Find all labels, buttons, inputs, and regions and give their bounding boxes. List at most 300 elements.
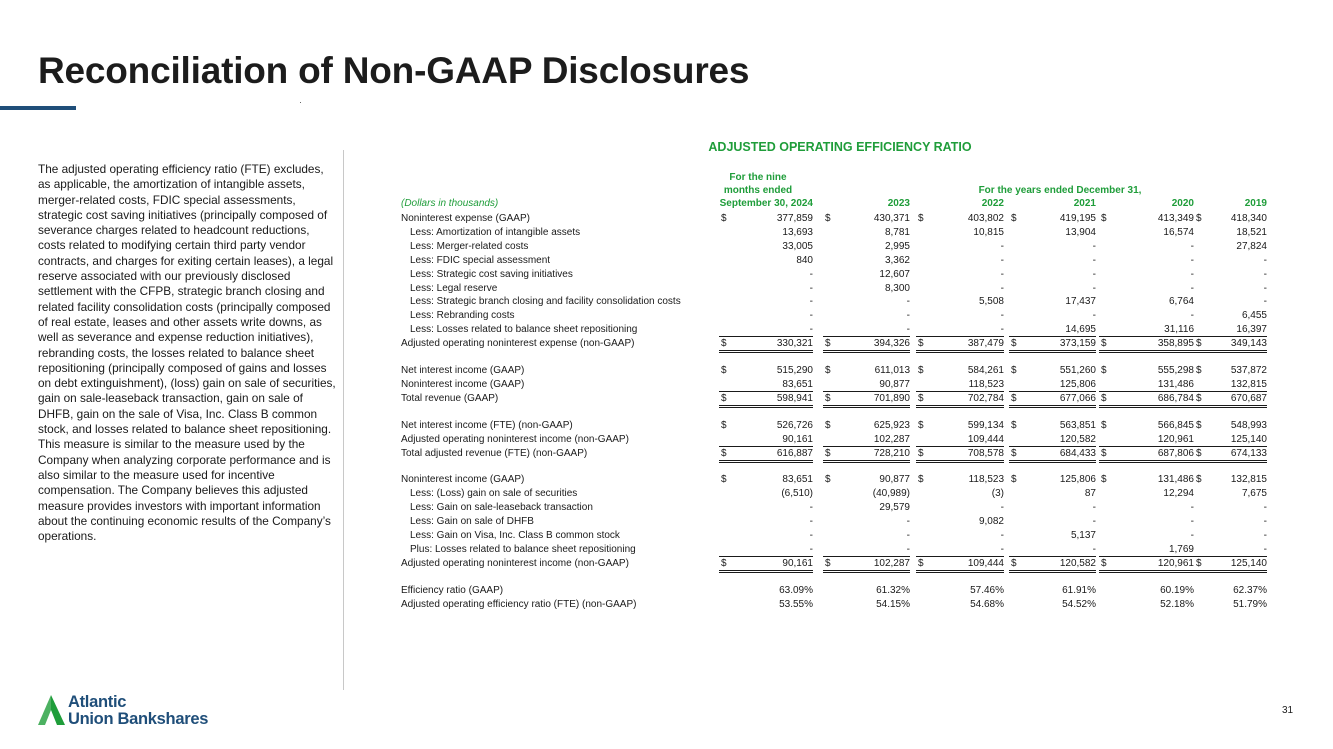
- row-label: Less: Gain on sale of DHFB: [410, 516, 534, 528]
- cell-value: -: [1000, 282, 1004, 294]
- cell-value: 840: [796, 254, 813, 266]
- row-label: Less: Losses related to balance sheet repositioning: [410, 324, 638, 336]
- cell-value: 27,824: [1236, 240, 1267, 252]
- cell-value: 52.18%: [1160, 598, 1194, 610]
- table-row: [401, 447, 1267, 461]
- cell-value: 5,137: [1070, 530, 1096, 541]
- column-header-2: 2022: [981, 198, 1004, 209]
- dollar-sign: $: [1011, 392, 1017, 404]
- cell-value: 566,845: [1157, 419, 1194, 431]
- cell-value: -: [906, 530, 910, 541]
- total-double-underline: [719, 460, 813, 461]
- cell-value: -: [1000, 310, 1004, 322]
- cell-value: 2,995: [884, 240, 910, 252]
- dollar-sign: $: [918, 557, 924, 569]
- cell-value: -: [809, 516, 813, 528]
- cell-value: 118,523: [968, 378, 1004, 390]
- total-double-underline: [916, 352, 1004, 353]
- row-label: Noninterest expense (GAAP): [401, 213, 530, 224]
- row-label: Adjusted operating noninterest expense (non-GAAP): [401, 338, 635, 350]
- dollar-sign: $: [918, 392, 924, 404]
- cell-value: 63.09%: [779, 584, 813, 596]
- total-double-underline: [1099, 352, 1194, 353]
- header-nine-line2: months ended: [723, 185, 793, 196]
- total-double-underline: [823, 572, 910, 573]
- column-header-5: 2019: [1244, 198, 1267, 209]
- dollar-sign: $: [1196, 213, 1202, 224]
- cell-value: -: [1190, 268, 1194, 280]
- cell-value: 102,287: [873, 433, 910, 445]
- cell-value: -: [906, 516, 910, 528]
- cell-value: 53.55%: [779, 598, 813, 610]
- cell-value: -: [1092, 310, 1096, 322]
- dollar-sign: $: [721, 365, 727, 376]
- dollar-sign: $: [721, 338, 727, 350]
- row-label: Less: Strategic cost saving initiatives: [410, 268, 573, 280]
- cell-value: 563,851: [1059, 419, 1096, 431]
- logo-text: [68, 694, 208, 728]
- cell-value: 616,887: [776, 447, 813, 459]
- cell-value: 14,695: [1065, 324, 1096, 336]
- cell-value: 13,904: [1065, 226, 1096, 238]
- dollar-sign: $: [721, 447, 727, 459]
- row-label: Less: Amortization of intangible assets: [410, 226, 581, 238]
- table-row: [401, 392, 1267, 406]
- cell-value: 599,134: [967, 419, 1004, 431]
- cell-value: 120,582: [1059, 433, 1096, 445]
- cell-value: -: [1000, 268, 1004, 280]
- page-number: 31: [1282, 705, 1294, 716]
- cell-value: -: [1263, 516, 1267, 528]
- total-double-underline: [916, 350, 1004, 351]
- total-double-underline: [1009, 405, 1096, 406]
- dollar-sign: $: [825, 447, 831, 459]
- cell-value: -: [1190, 310, 1194, 322]
- cell-value: 109,444: [967, 433, 1004, 445]
- cell-value: 10,815: [973, 226, 1004, 238]
- table-row: [401, 337, 1267, 351]
- table-row: [401, 487, 1267, 501]
- table-row: [401, 419, 1267, 433]
- row-label: Net interest income (FTE) (non-GAAP): [401, 419, 573, 431]
- row-label: Less: Merger-related costs: [410, 240, 529, 252]
- cell-value: 551,260: [1059, 365, 1096, 376]
- description-text: The adjusted operating efficiency ratio (FTE) excludes, as applicable, the amortization of intangible assets, merger-related costs, FDIC special assessments, strategic cost saving initiatives (principally composed of severance charges related to headcount reductions, costs related to modifying certain third party vendor contracts, and charges for exiting certain leases), a legal reserve associated with our previously disclosed settlement with the CFPB, strategic branch closing and related facility consolidation costs (principally composed of real estate, leases and other assets write downs, as well as severance and expense reduction initiatives), rebranding costs, the losses related to balance sheet repositioning (principally composed of gains and losses on debt extinguishment), (loss) gain on sale of securities, gain on sale-leaseback transaction, gain on sale of DHFB, gain on the sale of Visa, Inc. Class B common stock, and losses related to balance sheet repositioning. This measure is similar to the measure used by the Company when analyzing corporate performance and is also similar to the measure used for incentive compensation. The Company believes this adjusted measure provides investors with important information about the continuing economic results of the Company’s operations.: [38, 162, 336, 544]
- total-double-underline: [719, 405, 813, 406]
- total-double-underline: [823, 405, 910, 406]
- dollar-sign: $: [721, 419, 727, 431]
- cell-value: -: [1190, 530, 1194, 541]
- logo-mark-icon: [38, 693, 66, 727]
- title-dot: [300, 102, 301, 103]
- table-row: [401, 515, 1267, 529]
- table-row: [401, 268, 1267, 282]
- total-double-underline: [1099, 405, 1194, 406]
- row-label: Less: Gain on sale-leaseback transaction: [410, 502, 593, 514]
- title-accent-bar: [0, 106, 76, 110]
- cell-value: -: [1000, 530, 1004, 541]
- dollar-sign: $: [918, 447, 924, 459]
- dollar-sign: $: [721, 557, 727, 569]
- dollar-sign: $: [721, 392, 727, 404]
- cell-value: (3): [991, 488, 1004, 500]
- dollar-sign: $: [1101, 213, 1107, 224]
- row-label: Adjusted operating noninterest income (non-GAAP): [401, 433, 629, 445]
- dollar-sign: $: [721, 474, 727, 486]
- cell-value: 57.46%: [970, 584, 1004, 596]
- cell-value: 131,486: [1157, 378, 1194, 390]
- cell-value: -: [1263, 530, 1267, 541]
- row-label: Less: Gain on Visa, Inc. Class B common stock: [410, 530, 620, 541]
- dollar-sign: $: [1011, 419, 1017, 431]
- cell-value: 54.68%: [970, 598, 1004, 610]
- cell-value: 686,784: [1157, 392, 1194, 404]
- cell-value: 125,140: [1230, 433, 1267, 445]
- table-title: ADJUSTED OPERATING EFFICIENCY RATIO: [708, 140, 972, 154]
- total-double-underline: [916, 407, 1004, 408]
- cell-value: 674,133: [1230, 447, 1267, 459]
- total-double-underline: [823, 350, 910, 351]
- cell-value: 102,287: [873, 557, 910, 569]
- total-double-underline: [916, 462, 1004, 463]
- total-double-underline: [1099, 462, 1194, 463]
- table-row: [401, 598, 1267, 612]
- table-row: [401, 226, 1267, 240]
- cell-value: 60.19%: [1160, 584, 1194, 596]
- dollar-sign: $: [1101, 557, 1107, 569]
- cell-value: -: [1190, 240, 1194, 252]
- total-double-underline: [1009, 350, 1096, 351]
- cell-value: 1,769: [1168, 543, 1194, 555]
- total-double-underline: [1099, 460, 1194, 461]
- table-row: [401, 378, 1267, 392]
- total-double-underline: [1194, 572, 1267, 573]
- cell-value: 90,877: [879, 474, 910, 486]
- dollar-sign: $: [1011, 365, 1017, 376]
- dollar-sign: $: [1101, 447, 1107, 459]
- cell-value: 83,651: [782, 378, 813, 390]
- total-double-underline: [1194, 462, 1267, 463]
- cell-value: 120,582: [1059, 557, 1096, 569]
- cell-value: 584,261: [967, 365, 1004, 376]
- cell-value: -: [809, 310, 813, 322]
- cell-value: -: [809, 296, 813, 308]
- row-label: Total revenue (GAAP): [401, 392, 499, 404]
- logo-line2: Union Bankshares: [68, 710, 209, 728]
- dollar-sign: $: [918, 419, 924, 431]
- dollar-sign: $: [1196, 447, 1202, 459]
- row-label: Plus: Losses related to balance sheet repositioning: [410, 543, 636, 555]
- table-row: [401, 212, 1267, 226]
- dollar-sign: $: [1011, 557, 1017, 569]
- cell-value: 16,574: [1163, 226, 1194, 238]
- dollar-sign: $: [825, 557, 831, 569]
- cell-value: -: [1000, 254, 1004, 266]
- cell-value: 413,349: [1157, 213, 1194, 224]
- cell-value: -: [1263, 254, 1267, 266]
- dollar-sign: $: [1101, 474, 1107, 486]
- cell-value: 349,143: [1230, 338, 1267, 350]
- total-double-underline: [916, 572, 1004, 573]
- row-label: Net interest income (GAAP): [401, 365, 525, 376]
- dollar-sign: $: [1101, 365, 1107, 376]
- cell-value: 54.52%: [1062, 598, 1096, 610]
- dollar-sign: $: [721, 213, 727, 224]
- cell-value: 118,523: [968, 474, 1004, 486]
- total-double-underline: [823, 460, 910, 461]
- cell-value: -: [1092, 282, 1096, 294]
- cell-value: 29,579: [879, 502, 910, 514]
- cell-value: 358,895: [1157, 338, 1194, 350]
- cell-value: -: [1190, 254, 1194, 266]
- table-row: [401, 254, 1267, 268]
- cell-value: 387,479: [967, 338, 1004, 350]
- cell-value: 3,362: [884, 254, 910, 266]
- dollar-sign: $: [918, 365, 924, 376]
- row-label: Less: Legal reserve: [410, 282, 498, 294]
- total-double-underline: [1009, 570, 1096, 571]
- cell-value: (40,989): [872, 488, 910, 500]
- cell-value: -: [1092, 254, 1096, 266]
- cell-value: 677,066: [1059, 392, 1096, 404]
- logo-line1: Atlantic: [68, 693, 127, 711]
- cell-value: 61.91%: [1062, 584, 1096, 596]
- cell-value: 403,802: [967, 213, 1004, 224]
- cell-value: 16,397: [1236, 324, 1267, 336]
- cell-value: -: [1263, 543, 1267, 555]
- row-label: Adjusted operating noninterest income (non-GAAP): [401, 557, 629, 569]
- cell-value: 526,726: [776, 419, 813, 431]
- cell-value: 12,607: [879, 268, 910, 280]
- row-label: Less: Strategic branch closing and facility consolidation costs: [410, 296, 681, 308]
- cell-value: 90,161: [782, 433, 813, 445]
- cell-value: -: [1190, 516, 1194, 528]
- total-double-underline: [1194, 352, 1267, 353]
- table-row: [401, 282, 1267, 296]
- cell-value: 7,675: [1241, 488, 1267, 500]
- cell-value: 18,521: [1236, 226, 1267, 238]
- cell-value: 684,433: [1059, 447, 1096, 459]
- dollar-sign: $: [825, 474, 831, 486]
- dollars-note: (Dollars in thousands): [401, 198, 499, 209]
- cell-value: 83,651: [782, 474, 813, 486]
- cell-value: 701,890: [873, 392, 910, 404]
- cell-value: 8,300: [884, 282, 910, 294]
- cell-value: -: [906, 296, 910, 308]
- cell-value: 6,455: [1241, 310, 1267, 322]
- cell-value: -: [809, 530, 813, 541]
- total-double-underline: [1009, 352, 1096, 353]
- dollar-sign: $: [1196, 557, 1202, 569]
- column-header-1: 2023: [887, 198, 910, 209]
- cell-value: -: [906, 543, 910, 555]
- total-double-underline: [719, 462, 813, 463]
- total-double-underline: [1194, 350, 1267, 351]
- table-row: [401, 529, 1267, 543]
- total-double-underline: [719, 350, 813, 351]
- cell-value: 90,161: [782, 557, 813, 569]
- dollar-sign: $: [1011, 474, 1017, 486]
- cell-value: 132,815: [1230, 474, 1267, 486]
- cell-value: 377,859: [776, 213, 813, 224]
- cell-value: 33,005: [782, 240, 813, 252]
- cell-value: -: [1000, 240, 1004, 252]
- table-row: [401, 323, 1267, 337]
- cell-value: 109,444: [967, 557, 1004, 569]
- cell-value: 120,961: [1157, 557, 1194, 569]
- cell-value: -: [1000, 543, 1004, 555]
- total-double-underline: [719, 407, 813, 408]
- header-years-ended: For the years ended December 31,: [978, 185, 1142, 196]
- total-double-underline: [1194, 405, 1267, 406]
- cell-value: -: [809, 324, 813, 336]
- column-header-0: September 30, 2024: [719, 198, 813, 209]
- dollar-sign: $: [825, 213, 831, 224]
- cell-value: 54.15%: [876, 598, 910, 610]
- total-double-underline: [1099, 572, 1194, 573]
- cell-value: -: [1190, 502, 1194, 514]
- cell-value: (6,510): [781, 488, 813, 500]
- total-double-underline: [1099, 350, 1194, 351]
- dollar-sign: $: [825, 365, 831, 376]
- total-double-underline: [916, 570, 1004, 571]
- total-double-underline: [1194, 570, 1267, 571]
- vertical-divider: [343, 150, 344, 690]
- cell-value: 330,321: [776, 338, 813, 350]
- total-double-underline: [823, 407, 910, 408]
- cell-value: 537,872: [1230, 365, 1267, 376]
- table-row: [401, 433, 1267, 447]
- dollar-sign: $: [918, 474, 924, 486]
- cell-value: 419,195: [1059, 213, 1096, 224]
- dollar-sign: $: [1011, 213, 1017, 224]
- cell-value: -: [1263, 296, 1267, 308]
- cell-value: 62.37%: [1233, 584, 1267, 596]
- cell-value: -: [1092, 502, 1096, 514]
- header-nine-months: [700, 171, 816, 197]
- cell-value: -: [906, 310, 910, 322]
- dollar-sign: $: [1196, 392, 1202, 404]
- header-nine-line1: For the nine: [729, 172, 787, 183]
- cell-value: -: [1092, 268, 1096, 280]
- total-double-underline: [1194, 460, 1267, 461]
- cell-value: 548,993: [1230, 419, 1267, 431]
- company-logo: [38, 693, 268, 733]
- cell-value: -: [809, 282, 813, 294]
- dollar-sign: $: [1101, 338, 1107, 350]
- table-row: [401, 543, 1267, 557]
- total-double-underline: [823, 462, 910, 463]
- total-double-underline: [1009, 460, 1096, 461]
- cell-value: 687,806: [1157, 447, 1194, 459]
- cell-value: 670,687: [1230, 392, 1267, 404]
- row-label: Total adjusted revenue (FTE) (non-GAAP): [401, 447, 588, 459]
- row-label: Noninterest income (GAAP): [401, 474, 525, 486]
- cell-value: 12,294: [1163, 488, 1194, 500]
- row-label: Less: FDIC special assessment: [410, 254, 551, 266]
- cell-value: 515,290: [776, 365, 813, 376]
- total-double-underline: [1009, 462, 1096, 463]
- cell-value: 625,923: [873, 419, 910, 431]
- cell-value: 51.79%: [1233, 598, 1267, 610]
- row-label: Adjusted operating efficiency ratio (FTE) (non-GAAP): [401, 598, 637, 610]
- cell-value: 8,781: [884, 226, 910, 238]
- page-title: Reconciliation of Non-GAAP Disclosures: [38, 50, 750, 91]
- cell-value: 87: [1084, 488, 1096, 500]
- cell-value: 598,941: [776, 392, 813, 404]
- dollar-sign: $: [918, 213, 924, 224]
- dollar-sign: $: [1196, 338, 1202, 350]
- cell-value: 555,298: [1157, 365, 1194, 376]
- total-double-underline: [1194, 407, 1267, 408]
- cell-value: -: [809, 502, 813, 514]
- cell-value: 125,140: [1230, 557, 1267, 569]
- cell-value: -: [809, 543, 813, 555]
- cell-value: 120,961: [1157, 433, 1194, 445]
- total-double-underline: [719, 570, 813, 571]
- cell-value: -: [1092, 543, 1096, 555]
- cell-value: -: [809, 268, 813, 280]
- column-header-4: 2020: [1171, 198, 1194, 209]
- total-double-underline: [823, 352, 910, 353]
- cell-value: 13,693: [782, 226, 813, 238]
- cell-value: 702,784: [967, 392, 1004, 404]
- row-label: Less: Rebranding costs: [410, 310, 515, 322]
- table-row: [401, 295, 1267, 309]
- dollar-sign: $: [918, 338, 924, 350]
- table-row: [401, 473, 1267, 487]
- cell-value: 131,486: [1157, 474, 1194, 486]
- total-double-underline: [916, 460, 1004, 461]
- column-header-3: 2021: [1073, 198, 1096, 209]
- cell-value: -: [1263, 502, 1267, 514]
- total-double-underline: [1099, 407, 1194, 408]
- cell-value: -: [1092, 240, 1096, 252]
- cell-value: -: [1000, 502, 1004, 514]
- dollar-sign: $: [1101, 419, 1107, 431]
- cell-value: 125,806: [1059, 474, 1096, 486]
- cell-value: -: [1263, 268, 1267, 280]
- cell-value: 373,159: [1059, 338, 1096, 350]
- total-double-underline: [1099, 570, 1194, 571]
- dollar-sign: $: [1011, 338, 1017, 350]
- row-label: Efficiency ratio (GAAP): [401, 584, 504, 596]
- cell-value: 418,340: [1230, 213, 1267, 224]
- total-double-underline: [1009, 572, 1096, 573]
- cell-value: -: [1092, 516, 1096, 528]
- table-row: [401, 240, 1267, 254]
- cell-value: 394,326: [873, 338, 910, 350]
- row-label: Less: (Loss) gain on sale of securities: [410, 488, 578, 500]
- total-double-underline: [719, 352, 813, 353]
- dollar-sign: $: [825, 338, 831, 350]
- cell-value: -: [1263, 282, 1267, 294]
- cell-value: 5,508: [978, 296, 1004, 308]
- cell-value: -: [1000, 324, 1004, 336]
- cell-value: -: [906, 324, 910, 336]
- dollar-sign: $: [1196, 365, 1202, 376]
- total-double-underline: [719, 572, 813, 573]
- table-row: [401, 501, 1267, 515]
- cell-value: 728,210: [873, 447, 910, 459]
- cell-value: 17,437: [1065, 296, 1096, 308]
- cell-value: 31,116: [1164, 324, 1194, 336]
- cell-value: 132,815: [1230, 378, 1267, 390]
- cell-value: 90,877: [879, 378, 910, 390]
- dollar-sign: $: [825, 392, 831, 404]
- table-row: [401, 557, 1267, 571]
- dollar-sign: $: [1101, 392, 1107, 404]
